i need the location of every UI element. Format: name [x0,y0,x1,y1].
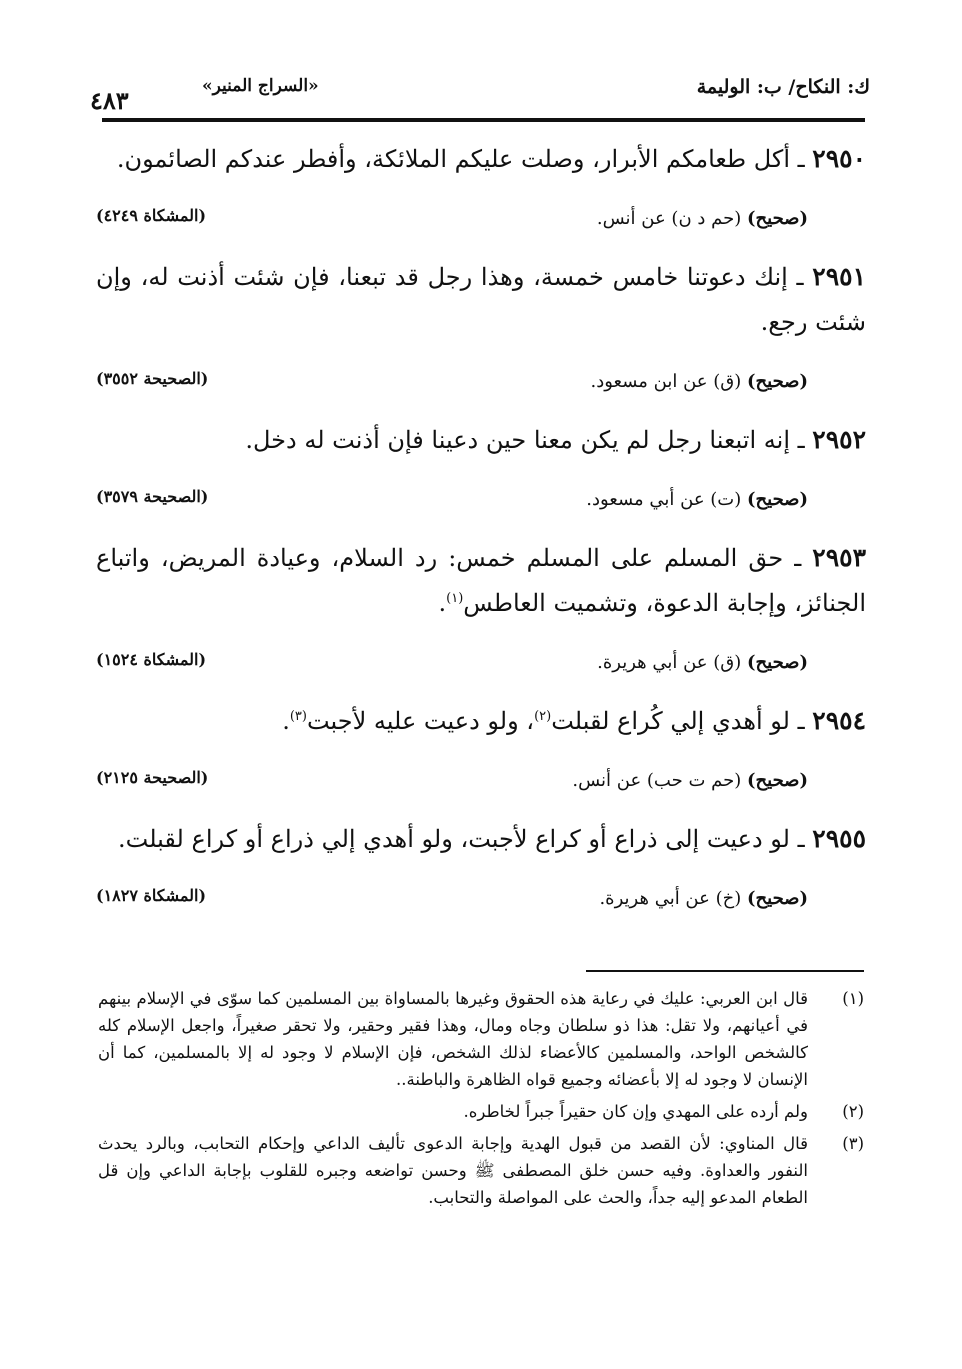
source-label: (حم د ن) عن أنس. [596,208,742,229]
hadith-text: ٢٩٥٣ ـ حق المسلم على المسلم خمس: رد السلام، وعيادة المريض، واتباع الجنائز، وإجابة الدعوة، وتشميت العاطس$^{(١)}$. [96,543,866,617]
grading-row [96,766,866,810]
hadith-entry [96,535,866,692]
footnote-rule [586,970,864,972]
source-label: (ت) عن أبي مسعود. [586,489,742,510]
grading-row [96,884,866,928]
hadith-body: إنه اتبعنا رجل لم يكن معنا حين دعينا فإن أذنت له دخل. [245,426,790,454]
hadith-tail: . [438,589,447,617]
grading [572,770,808,791]
hadith-body: حق المسلم على المسلم خمس: رد السلام، وعيادة المريض، واتباع الجنائز، وإجابة الدعوة، وتشميت العاطس [96,544,866,617]
footnote-marker[interactable]: (٢) [534,709,552,724]
grade-label: (صحيح) [747,652,808,673]
hadith-text: ٢٩٥٥ ـ لو دعيت إلى ذراع أو كراع لأجبت، ولو أهدي إلي ذراع أو كراع لقبلت. [118,824,866,853]
grading-row [96,204,866,248]
page-header [90,72,870,115]
hadith-body: أكل طعامكم الأبرار، وصلت عليكم الملائكة، وأفطر عندكم الصائمون. [116,145,790,173]
hadith-number: ٢٩٥٤ [812,706,866,735]
hadith-tail: . [282,707,290,735]
hadith-body: إنك دعوتنا خامس خمسة، وهذا رجل قد تبعنا، فإن شئت أذنت له، وإن شئت رجع. [96,263,866,336]
page-number: ٤٨٣ [90,86,129,115]
hadith-text: ٢٩٥٢ ـ إنه اتبعنا رجل لم يكن معنا حين دعينا فإن أذنت له دخل. [245,425,866,454]
footnote-marker[interactable]: (٣) [289,709,307,724]
hadith-number: ٢٩٥٣ [812,543,866,572]
reference: (المشكاة ١٥٢٤) [96,650,207,669]
footnote-number: (١) [842,989,864,1008]
footnotes [98,985,864,1216]
footnote [98,985,864,1093]
footnote-text: قال المناوي: لأن القصد من قبول الهدية وإجابة الدعوى تأليف الداعي وإحكام التحابب، وبالرد يحدث النفور والعداوة. وفيه حسن خلق المصطفى ﷺ وحسن تواضعه وجبره للقلوب بإجابة الداعي وإن قل الطعام المدعو إليه جداً، والحث على المواصلة والتحابب. [98,1134,808,1207]
grade-label: (صحيح) [747,371,808,392]
grading-row [96,648,866,692]
grading-row [96,367,866,411]
footnote-text: قال ابن العربي: عليك في رعاية هذه الحقوق وغيرها بالمساواة بين المسلمين كما سوّى في الإسلام بينهم في أعيانهم، ولا تقل: هذا ذو سلطان وجاه ومال، وهذا فقير وحقير، ولا تحقر صغيراً، واجعل الإسلام كله كالشخص الواحد، والمسلمين كالأعضاء لذلك الشخص، فإن الإسلام لا وجود له إلا بالمسلمين، كما أن الإنسان لا وجود له إلا بأعضائه وجميع قواه الظاهرة والباطنة.. [98,989,808,1089]
hadith-text: ٢٩٥٠ ـ أكل طعامكم الأبرار، وصلت عليكم الملائكة، وأفطر عندكم الصائمون. [116,144,866,173]
reference: (المشكاة ٤٢٤٩) [96,206,207,225]
source-label: (حم ت حب) عن أنس. [572,770,742,791]
hadith-body-continued: ، ولو دعيت عليه لأجبت [306,707,535,735]
hadith-entry [96,816,866,928]
reference: (المشكاة ١٨٢٧) [96,886,207,905]
hadith-number: ٢٩٥٠ [812,144,866,173]
source-label: (ق) عن ابن مسعود. [590,371,742,392]
hadith-text: ٢٩٥١ ـ إنك دعوتنا خامس خمسة، وهذا رجل قد تبعنا، فإن شئت أذنت له، وإن شئت رجع. [96,262,866,336]
hadith-list [96,136,866,934]
hadith-entry [96,417,866,529]
hadith-body: لو دعيت إلى ذراع أو كراع لأجبت، ولو أهدي إلي ذراع أو كراع لقبلت. [118,825,790,853]
grade-label: (صحيح) [747,208,808,229]
grade-label: (صحيح) [747,489,808,510]
header-rule [102,118,865,122]
book-title: «السراج المنير» [202,76,319,96]
footnote [98,1130,864,1211]
chapter-heading: ك: النكاح/ ب: الوليمة [696,76,870,98]
grading-row [96,485,866,529]
source-label: (ق) عن أبي هريرة. [597,652,742,673]
hadith-body: لو أهدي إلي كُراع لقبلت [551,707,790,735]
hadith-entry [96,254,866,411]
footnote-number: (٣) [842,1134,864,1153]
footnote-number: (٢) [842,1102,864,1121]
hadith-entry [96,136,866,248]
hadith-number: ٢٩٥١ [812,262,866,291]
hadith-text: ٢٩٥٤ ـ لو أهدي إلي كُراع لقبلت$^{(٢)}$، ولو دعيت عليه لأجبت$^{(٣)}$. [282,706,866,735]
footnote [98,1098,864,1125]
grading [591,371,808,392]
source-label: (خ) عن أبي هريرة. [599,888,742,909]
reference: (الصحيحة ٢١٢٥) [96,768,209,787]
footnote-marker[interactable]: (١) [446,591,464,606]
grade-label: (صحيح) [747,888,808,909]
grading [599,888,808,909]
grading [597,652,808,673]
grading [597,208,808,229]
grading [586,489,808,510]
hadith-entry [96,698,866,810]
hadith-number: ٢٩٥٥ [812,824,866,853]
footnote-text: ولم أرده على المهدي وإن كان حقيراً جبراً لخاطره. [463,1102,808,1121]
grade-label: (صحيح) [747,770,808,791]
reference: (الصحيحة ٣٥٧٩) [96,487,209,506]
reference: (الصحيحة ٣٥٥٢) [96,369,209,388]
hadith-number: ٢٩٥٢ [812,425,866,454]
